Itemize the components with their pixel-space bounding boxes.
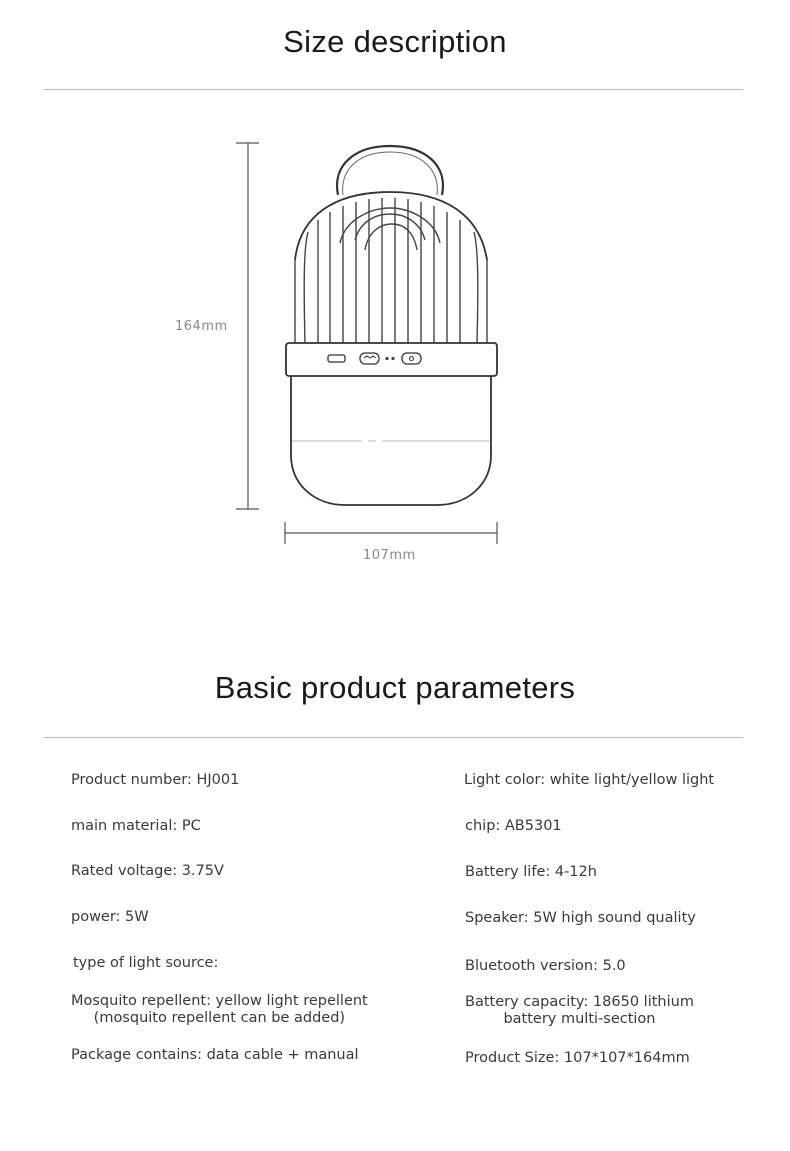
param-package-contents: Package contains: data cable + manual bbox=[71, 1047, 359, 1063]
height-label: 164mm bbox=[175, 319, 228, 334]
param-chip: chip: AB5301 bbox=[465, 818, 562, 834]
lamp-control-band bbox=[286, 343, 497, 376]
indicator-dot-1 bbox=[385, 357, 388, 360]
param-battery-capacity-line2: battery multi-section bbox=[503, 1011, 656, 1027]
param-mosquito-repellent-line1: Mosquito repellent: yellow light repellent bbox=[71, 993, 368, 1009]
size-section-title: Size description bbox=[283, 24, 507, 59]
lamp-handle bbox=[337, 146, 443, 195]
param-mosquito-repellent-line2: (mosquito repellent can be added) bbox=[93, 1010, 346, 1026]
lamp-cage-bars bbox=[295, 198, 487, 343]
lamp-cage-top bbox=[295, 192, 487, 260]
height-dimension-line bbox=[236, 143, 259, 509]
params-section-title: Basic product parameters bbox=[214, 670, 576, 705]
width-label: 107mm bbox=[363, 548, 416, 563]
width-dimension-line bbox=[285, 522, 497, 544]
param-light-source: type of light source: bbox=[73, 955, 219, 971]
param-power: power: 5W bbox=[71, 909, 149, 925]
params-section-divider bbox=[43, 737, 743, 738]
param-battery-capacity-line1: Battery capacity: 18650 lithium bbox=[465, 994, 694, 1010]
param-battery-life: Battery life: 4-12h bbox=[465, 864, 597, 880]
param-battery-capacity bbox=[465, 994, 694, 1028]
param-main-material: main material: PC bbox=[71, 818, 201, 834]
param-rated-voltage: Rated voltage: 3.75V bbox=[71, 863, 224, 879]
param-mosquito-repellent bbox=[71, 993, 368, 1027]
indicator-dot-2 bbox=[391, 357, 394, 360]
param-bluetooth-version: Bluetooth version: 5.0 bbox=[465, 958, 626, 974]
param-product-number: Product number: HJ001 bbox=[71, 772, 240, 788]
param-light-color: Light color: white light/yellow light bbox=[464, 772, 715, 788]
param-product-size: Product Size: 107*107*164mm bbox=[465, 1050, 690, 1066]
param-speaker: Speaker: 5W high sound quality bbox=[465, 910, 696, 926]
